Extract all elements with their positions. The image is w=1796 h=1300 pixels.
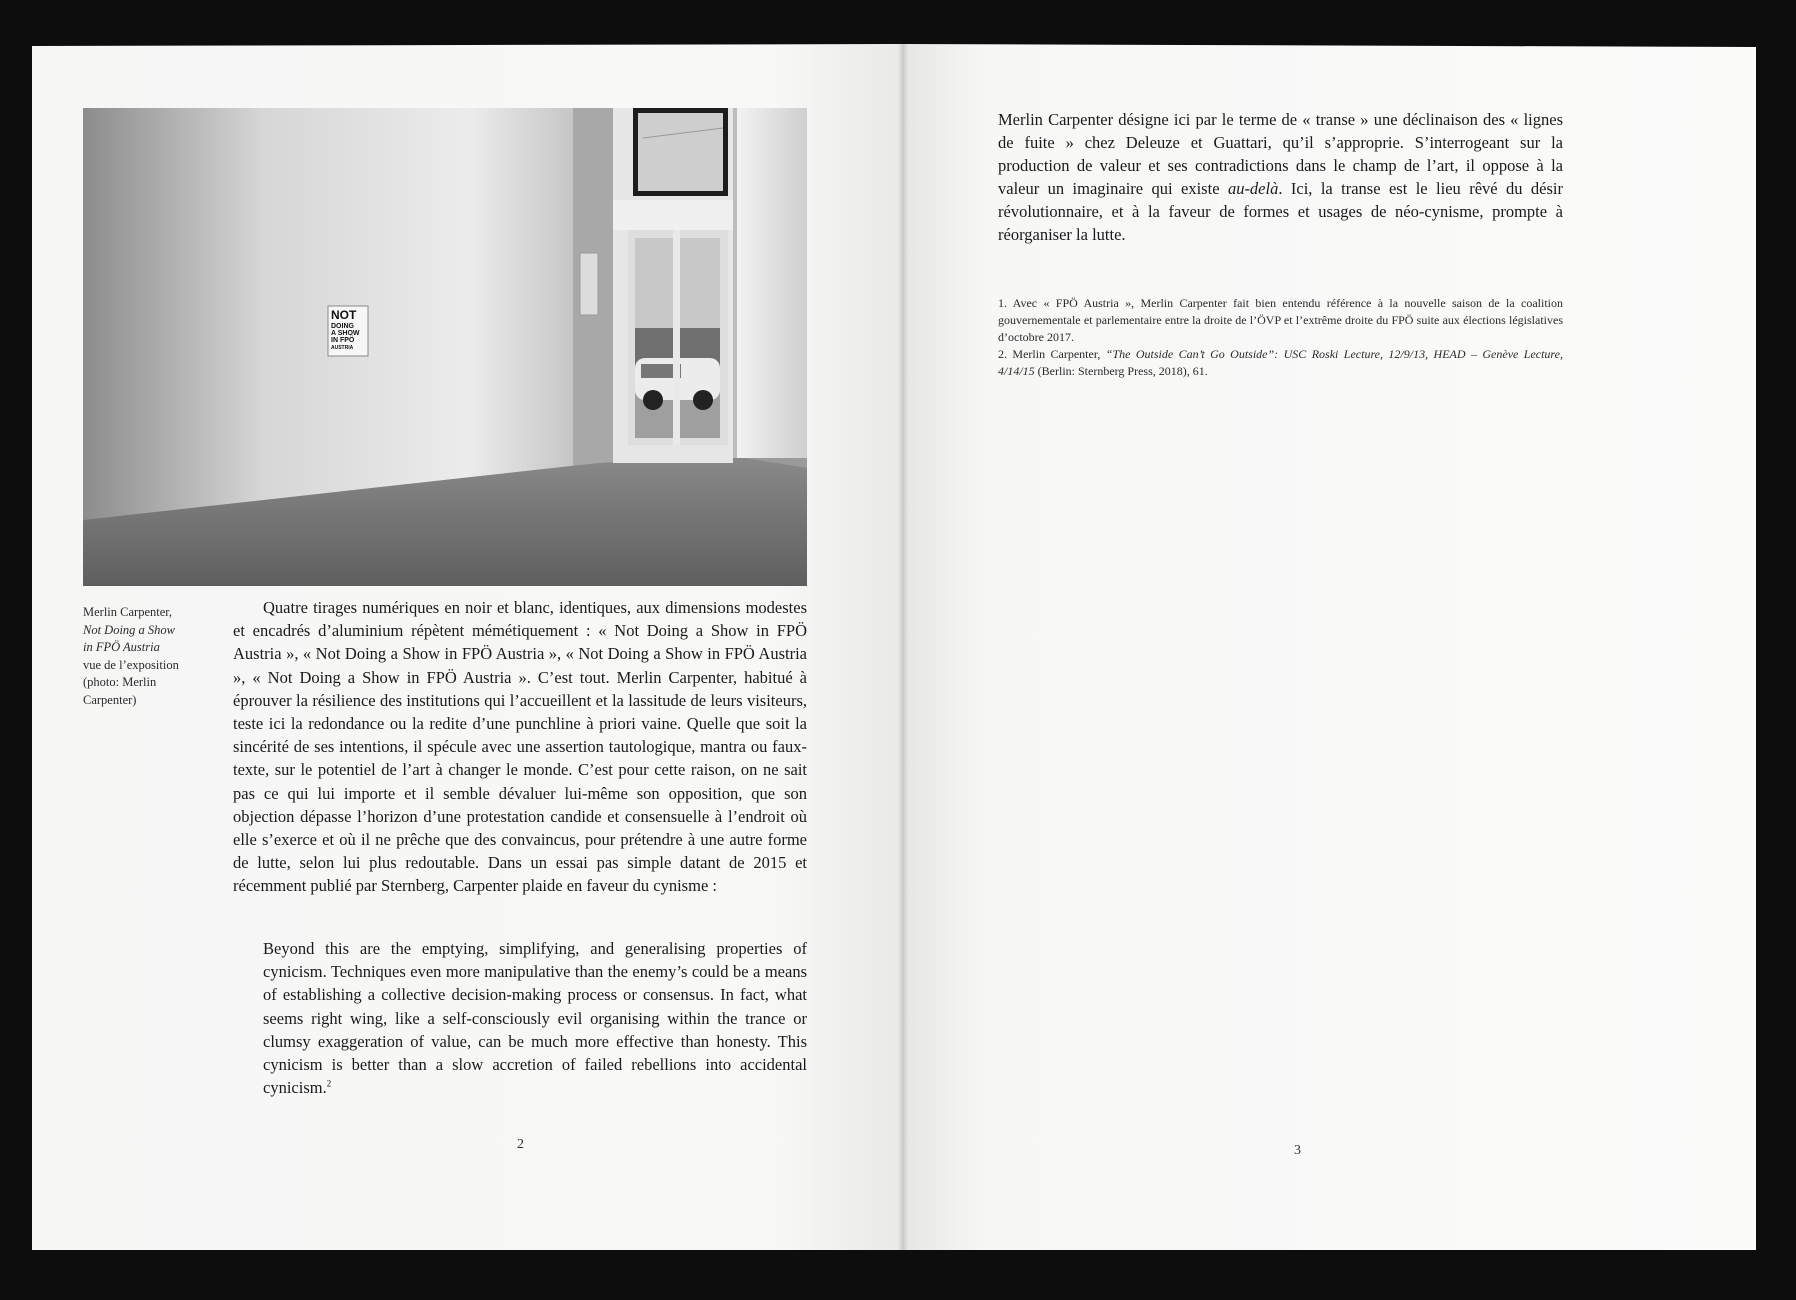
caption-artist: Merlin Carpenter,: [83, 605, 173, 619]
caption-line5: Carpenter): [83, 692, 137, 707]
caption-title-line1: Not Doing a Show: [83, 622, 176, 637]
photo-caption: [83, 604, 213, 709]
right-paragraph-end: . Ici, la transe est le lieu rêvé du désir révolutionnaire, et à la faveur de formes et usages de néo-cynisme, prompte à réorganiser la lutte.: [998, 179, 1563, 244]
block-quote-text: Beyond this are the emptying, simplifying, and generalising properties of cynicism. Techniques even more manipulative than the enemy’s could be a means of establishing a collective decision-making process or consensus. In fact, what seems right wing, like a self-consciously evil organising within the trance or clumsy exaggeration of value, can be much more effective than honesty. This cynicism is better than a slow accretion of failed rebellions into accidental cynicism.: [263, 939, 807, 1098]
footnote-2-start: 2. Merlin Carpenter,: [998, 347, 1106, 361]
right-paragraph-start: Merlin Carpenter désigne ici par le terme de « transe » une déclinaison des « lignes de fuite » chez Deleuze et Guattari, qu’il s’approprie. S’interrogeant sur la production de valeur et ses contradictions dans le champ de l’art, il oppose à la valeur un imaginaire qui existe: [998, 110, 1563, 198]
caption-line3: vue de l’exposition: [83, 657, 179, 672]
poster-line-1: NOT: [331, 308, 357, 322]
page-number-left: 2: [517, 1137, 524, 1152]
caption-title-line2: in FPÖ Austria: [83, 640, 160, 654]
footnote-2-title: “The Outside Can’t Go Outside”: USC Roski Lecture, 12/9/13, HEAD – Genève Lecture, 4/14/15: [998, 347, 1563, 378]
right-paragraph: [998, 108, 1563, 246]
poster-line-3: A SHOW: [331, 330, 360, 337]
footnote-1: 1. Avec « FPÖ Austria », Merlin Carpenter fait bien entendu référence à la nouvelle saison de la coalition gouvernementale et parlementaire entre la droite de l’ÖVP et l’extrême droite du FPÖ suite aux élections législatives d’octobre 2017.: [998, 296, 1563, 344]
gallery-room-illustration: [83, 108, 807, 586]
book-gutter: [898, 44, 908, 1250]
main-paragraph: Quatre tirages numériques en noir et blanc, identiques, aux dimensions modestes et encadrés d’aluminium répètent mémétiquement : « Not Doing a Show in FPÖ Austria », « Not Doing a Show in FPÖ Austria », « Not Doing a Show in FPÖ Austria », « Not Doing a Show in FPÖ Austria ». C’est tout. Merlin Carpenter, habitué à éprouver la résilience des institutions qui l’accueillent et la lassitude de leurs visiteurs, teste ici la redondance ou la redite d’une punchline à priori vaine. Quelle que soit la sincérité de ses intentions, il spécule avec une assertion tautologique, mantra ou faux-texte, sur le potentiel de l’art à changer le monde. C’est pour cette raison, on ne sait pas ce qui lui importe et il semble dévaluer lui-même son opposition, que son objection dépasse l’horizon d’une protestation candide et consensuelle à l’endroit où elle s’exerce et où il ne prêche que des convaincus, pour prétendre à une autre forme de lutte, selon lui plus redoutable. Dans un essai pas simple datant de 2015 et récemment publié par Sternberg, Carpenter plaide en faveur du cynisme :: [233, 598, 807, 896]
right-paragraph-emphasis: au-delà: [1227, 179, 1279, 198]
poster-line-2: DOING: [331, 323, 354, 330]
poster-line-4: IN FPÖ: [331, 337, 355, 344]
exhibition-photo: [83, 108, 807, 586]
block-quote: [263, 937, 807, 1099]
caption-line4: (photo: Merlin: [83, 675, 157, 689]
footnotes: [998, 295, 1563, 380]
poster-line-5: AUSTRIA: [331, 345, 354, 351]
quote-note-ref: 2: [326, 1078, 332, 1089]
page-number-right: 3: [1294, 1143, 1301, 1158]
footnote-2: [998, 346, 1563, 380]
footnote-2-end: (Berlin: Sternberg Press, 2018), 61.: [1034, 364, 1208, 378]
